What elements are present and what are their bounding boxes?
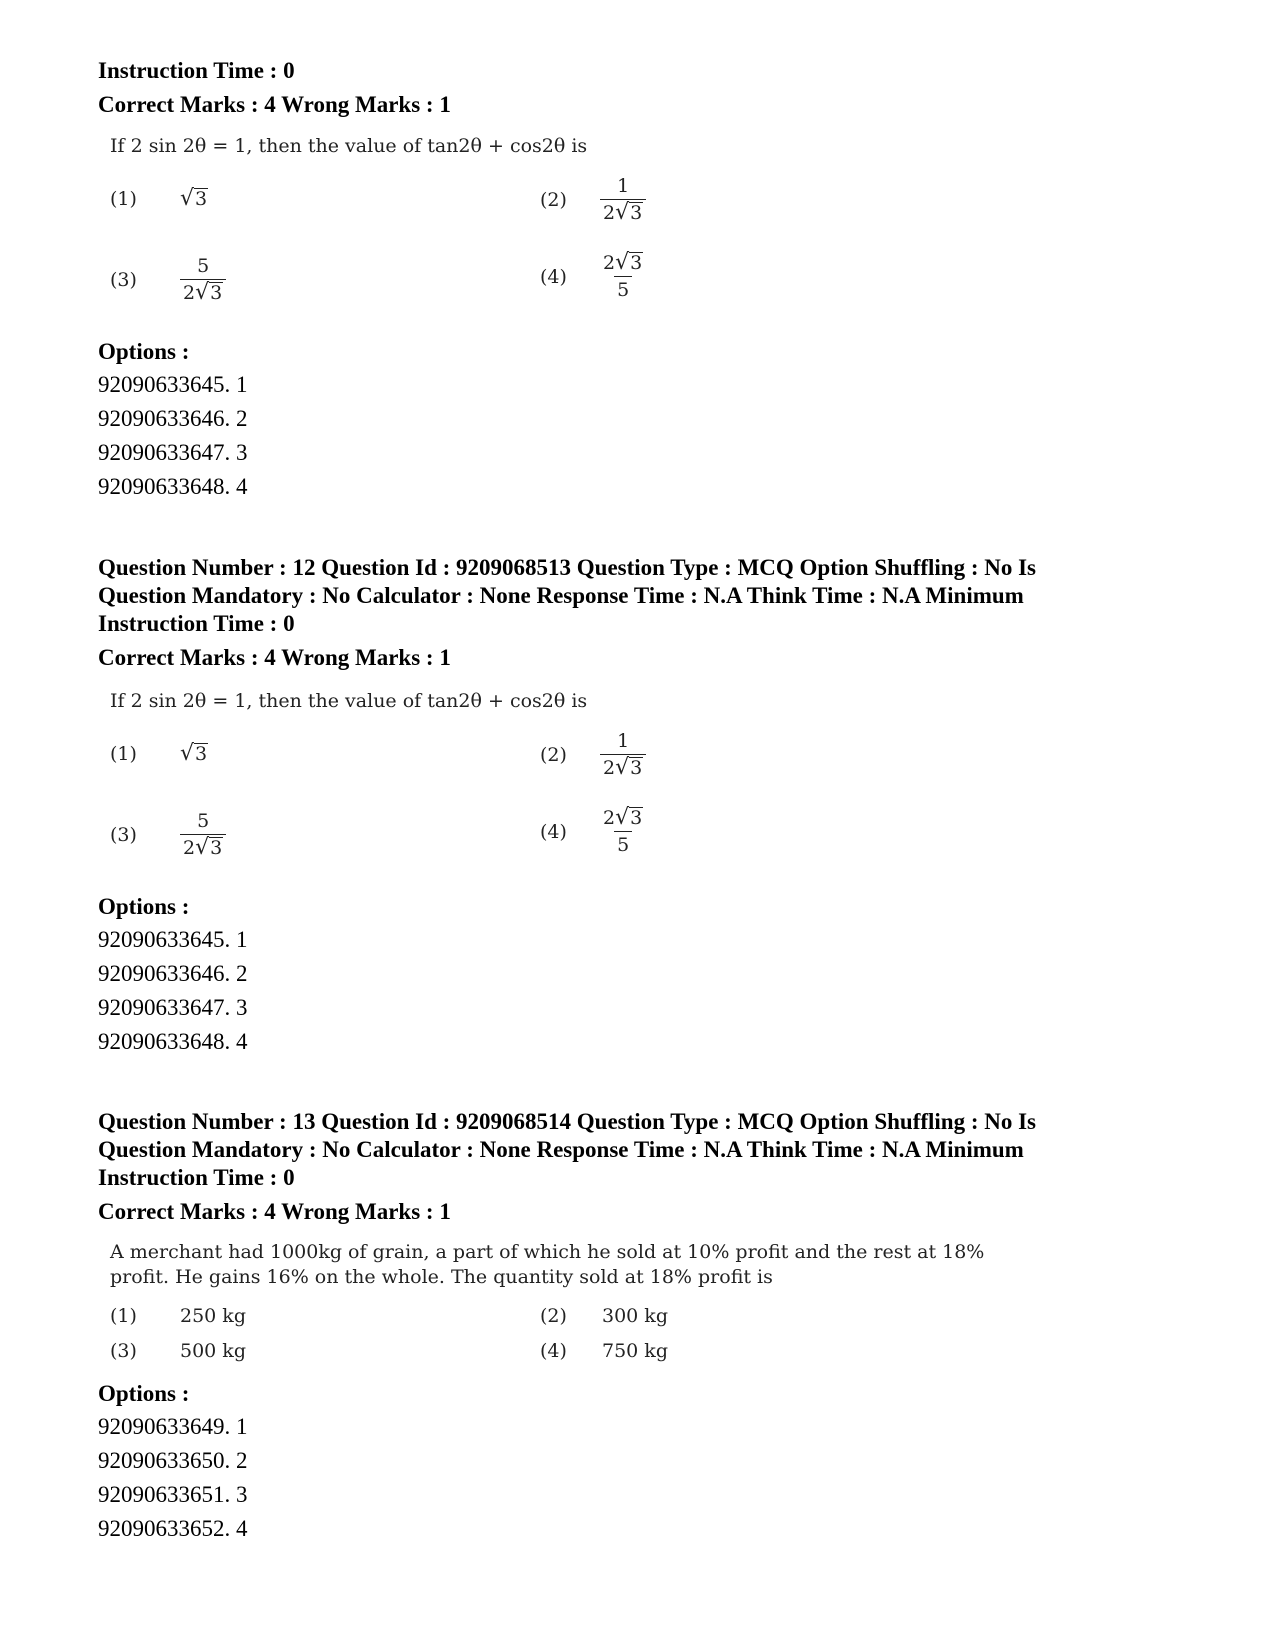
option-line: 92090633645. 1 <box>98 372 248 397</box>
choice-number: (3) <box>110 1340 137 1362</box>
question-text: If 2 sin 2θ = 1, then the value of tan2θ + cos2θ is <box>110 690 588 712</box>
question-text-line: profit. He gains 16% on the whole. The quantity sold at 18% profit is <box>110 1266 773 1288</box>
instruction-time: Instruction Time : 0 <box>98 58 295 83</box>
choice-value: 500 kg <box>180 1340 246 1362</box>
choice-2 <box>540 175 646 224</box>
fraction: 2 √ 3 5 <box>603 250 643 301</box>
options-title: Options : <box>98 1381 190 1406</box>
options-title: Options : <box>98 894 190 919</box>
choice-number: (4) <box>540 1340 567 1362</box>
choice-2 <box>540 1305 668 1327</box>
option-line: 92090633645. 1 <box>98 927 248 952</box>
choice-value: 750 kg <box>602 1340 668 1362</box>
sqrt-expression: √ 3 <box>180 186 208 211</box>
choice-value: 300 kg <box>602 1305 668 1327</box>
question-text: If 2 sin 2θ = 1, then the value of tan2θ + cos2θ is <box>110 135 588 157</box>
question-text <box>110 1240 984 1290</box>
choice-4 <box>540 252 646 301</box>
marks-line: Correct Marks : 4 Wrong Marks : 1 <box>98 645 451 670</box>
question-header-line: Question Number : 13 Question Id : 9209068514 Question Type : MCQ Option Shuffling : No Is <box>98 1109 1037 1134</box>
options-block <box>98 338 248 504</box>
option-line: 92090633647. 3 <box>98 440 248 465</box>
instruction-time: Instruction Time : 0 <box>98 1165 295 1190</box>
fraction: 1 2 √ 3 <box>600 730 646 779</box>
question-text-line: A merchant had 1000kg of grain, a part of which he sold at 10% profit and the rest at 18% <box>110 1241 985 1263</box>
fraction: 5 2 √ 3 <box>180 255 226 304</box>
choice-value: 250 kg <box>180 1305 246 1327</box>
q11-header <box>98 57 1158 119</box>
option-line: 92090633650. 2 <box>98 1448 248 1473</box>
options-title: Options : <box>98 339 190 364</box>
choice-number: (4) <box>540 265 567 288</box>
question-header-line: Question Mandatory : No Calculator : None Response Time : N.A Think Time : N.A Minimum <box>98 1137 1024 1162</box>
choice-3 <box>110 1340 246 1362</box>
option-line: 92090633652. 4 <box>98 1516 248 1541</box>
choice-number: (4) <box>540 820 567 843</box>
options-block <box>98 1380 248 1546</box>
choice-1 <box>110 743 208 765</box>
option-line: 92090633646. 2 <box>98 961 248 986</box>
choice-number: (2) <box>540 743 567 766</box>
option-line: 92090633646. 2 <box>98 406 248 431</box>
question-header-line: Question Mandatory : No Calculator : None Response Time : N.A Think Time : N.A Minimum <box>98 583 1024 608</box>
option-line: 92090633651. 3 <box>98 1482 248 1507</box>
choice-2 <box>540 730 646 779</box>
choice-number: (3) <box>110 823 137 846</box>
instruction-time: Instruction Time : 0 <box>98 611 295 636</box>
choice-4 <box>540 807 646 856</box>
choice-number: (3) <box>110 268 137 291</box>
choice-number: (1) <box>110 1305 137 1327</box>
option-line: 92090633649. 1 <box>98 1414 248 1439</box>
marks-line: Correct Marks : 4 Wrong Marks : 1 <box>98 92 451 117</box>
choice-number: (2) <box>540 188 567 211</box>
choice-number: (2) <box>540 1305 567 1327</box>
q13-header <box>98 1108 1158 1226</box>
question-header-line: Question Number : 12 Question Id : 9209068513 Question Type : MCQ Option Shuffling : No Is <box>98 555 1037 580</box>
choice-number: (1) <box>110 188 137 210</box>
choice-1 <box>110 188 208 210</box>
q12-header <box>98 554 1158 672</box>
fraction: 1 2 √ 3 <box>600 175 646 224</box>
choice-3 <box>110 255 226 304</box>
choice-4 <box>540 1340 668 1362</box>
sqrt-expression: √ 3 <box>180 741 208 766</box>
choice-number: (1) <box>110 743 137 765</box>
option-line: 92090633648. 4 <box>98 1029 248 1054</box>
options-block <box>98 893 248 1059</box>
option-line: 92090633647. 3 <box>98 995 248 1020</box>
marks-line: Correct Marks : 4 Wrong Marks : 1 <box>98 1199 451 1224</box>
fraction: 2 √ 3 5 <box>603 805 643 856</box>
choice-3 <box>110 810 226 859</box>
choice-1 <box>110 1305 246 1327</box>
fraction: 5 2 √ 3 <box>180 810 226 859</box>
option-line: 92090633648. 4 <box>98 474 248 499</box>
